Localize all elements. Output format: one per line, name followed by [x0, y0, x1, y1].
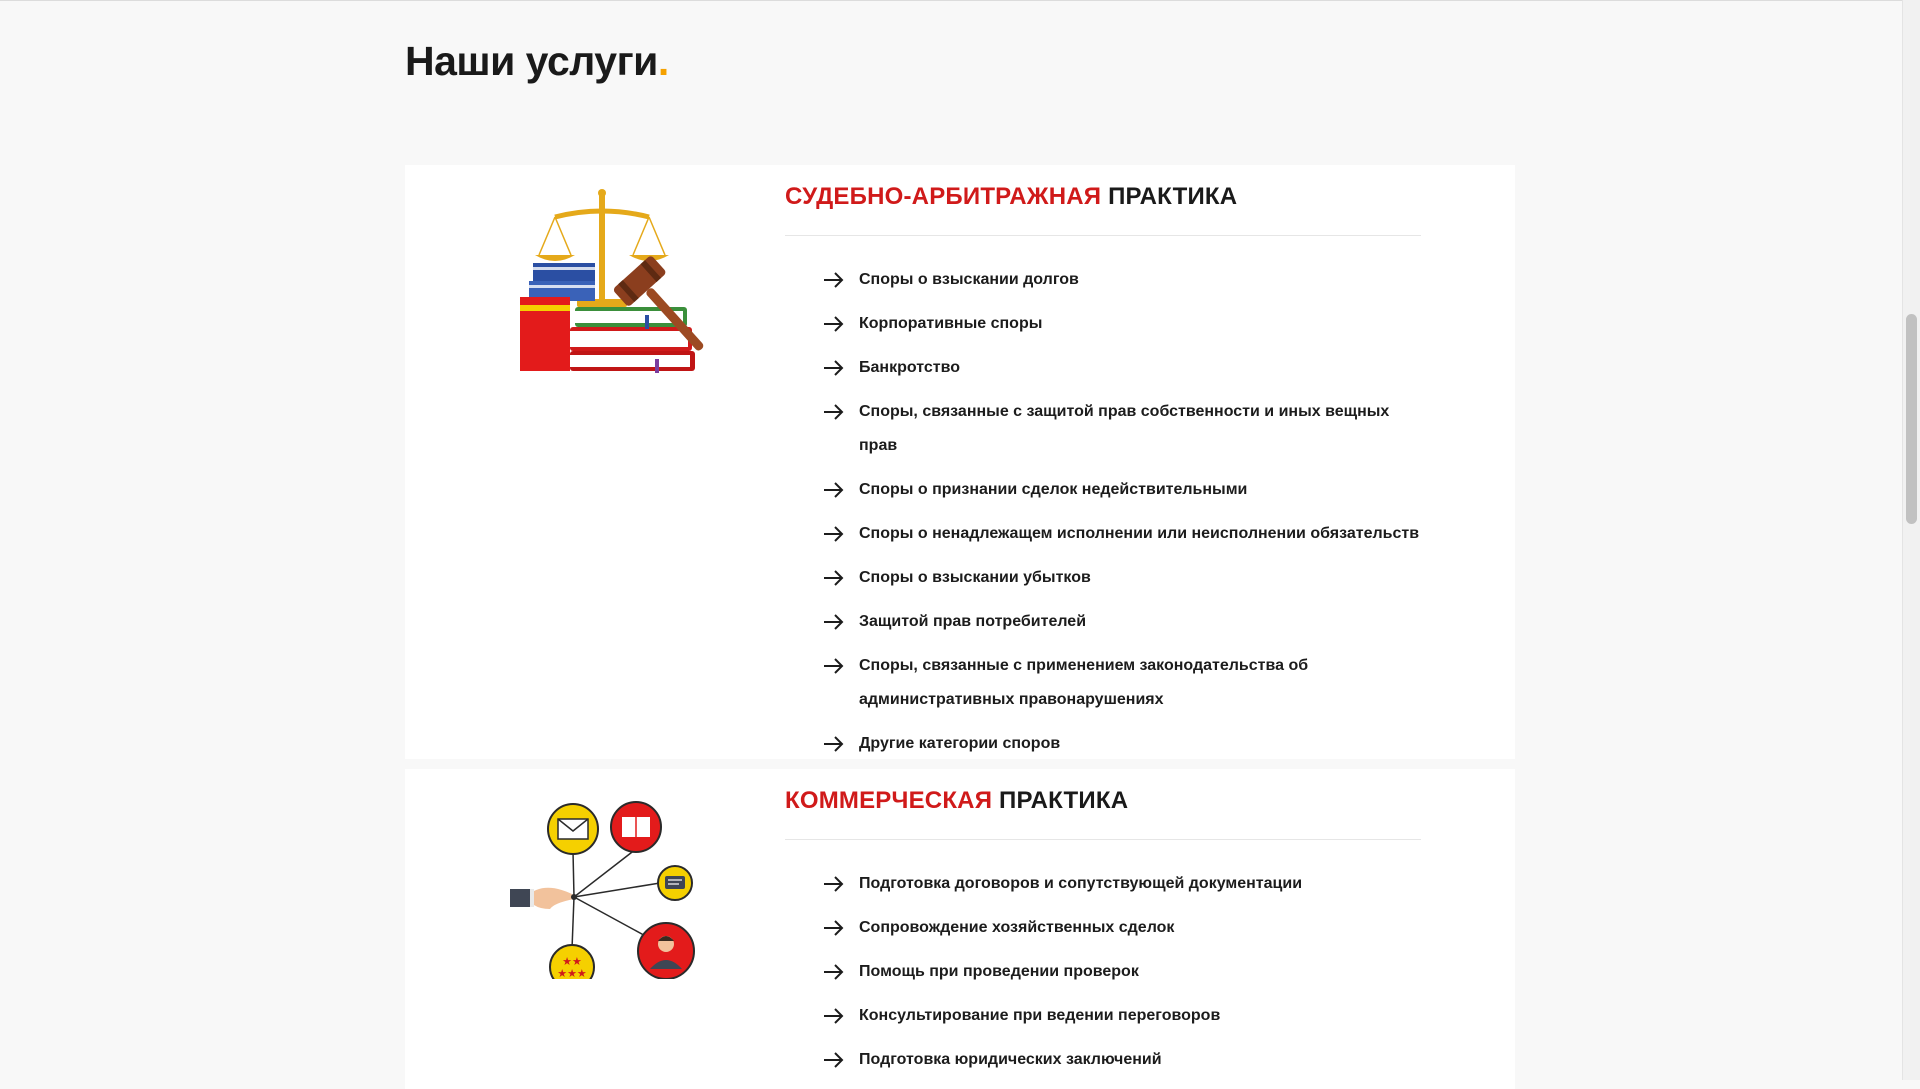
services-list-commercial — [823, 867, 1423, 1087]
service-card-litigation — [405, 165, 1515, 759]
service-card-commercial — [405, 769, 1515, 1089]
arrow-right-icon — [823, 1051, 845, 1069]
list-item: Корпоративные споры — [823, 307, 1423, 341]
list-item: Другие категории споров — [823, 727, 1423, 761]
arrow-right-icon — [823, 481, 845, 499]
arrow-right-icon — [823, 271, 845, 289]
scrollbar-thumb[interactable] — [1906, 314, 1917, 524]
top-border — [0, 0, 1902, 1]
services-list-litigation — [823, 263, 1423, 771]
list-item: Споры, связанные с применением законодательства об административных правонарушениях — [823, 649, 1423, 717]
section-divider — [785, 839, 1421, 840]
svg-text:★★: ★★ — [562, 955, 582, 968]
arrow-right-icon — [823, 1007, 845, 1025]
arrow-right-icon — [823, 315, 845, 333]
title-dot: . — [657, 38, 669, 84]
section-divider — [785, 235, 1421, 236]
list-item: Банкротство — [823, 351, 1423, 385]
svg-text:★★★: ★★★ — [557, 967, 587, 979]
section-heading-litigation: СУДЕБНО-АРБИТРАЖНАЯ ПРАКТИКА — [785, 183, 1238, 210]
arrow-right-icon — [823, 657, 845, 675]
list-item: Споры о признании сделок недействительными — [823, 473, 1423, 507]
list-item: Сопровождение хозяйственных сделок — [823, 911, 1423, 945]
list-item: Споры о взыскании долгов — [823, 263, 1423, 297]
arrow-right-icon — [823, 359, 845, 377]
list-item: Споры о ненадлежащем исполнении или неисполнении обязательств — [823, 517, 1423, 551]
arrow-right-icon — [823, 735, 845, 753]
arrow-right-icon — [823, 875, 845, 893]
arrow-right-icon — [823, 963, 845, 981]
list-item: Подготовка договоров и сопутствующей документации — [823, 867, 1423, 901]
arrow-right-icon — [823, 569, 845, 587]
arrow-right-icon — [823, 403, 845, 421]
arrow-right-icon — [823, 919, 845, 937]
section-heading-commercial: КОММЕРЧЕСКАЯ ПРАКТИКА — [785, 787, 1129, 814]
network-hand-icon — [510, 799, 710, 979]
list-item: Споры о взыскании убытков — [823, 561, 1423, 595]
scales-books-gavel-icon — [515, 187, 725, 377]
list-item: Помощь при проведении проверок — [823, 955, 1423, 989]
list-item: Консультирование при ведении переговоров — [823, 999, 1423, 1033]
page-scrollbar[interactable] — [1902, 0, 1920, 1080]
page-title: Наши услуги. — [405, 38, 669, 84]
arrow-right-icon — [823, 525, 845, 543]
list-item: Споры, связанные с защитой прав собственности и иных вещных прав — [823, 395, 1423, 463]
list-item: Защитой прав потребителей — [823, 605, 1423, 639]
list-item: Подготовка юридических заключений — [823, 1043, 1423, 1077]
arrow-right-icon — [823, 613, 845, 631]
